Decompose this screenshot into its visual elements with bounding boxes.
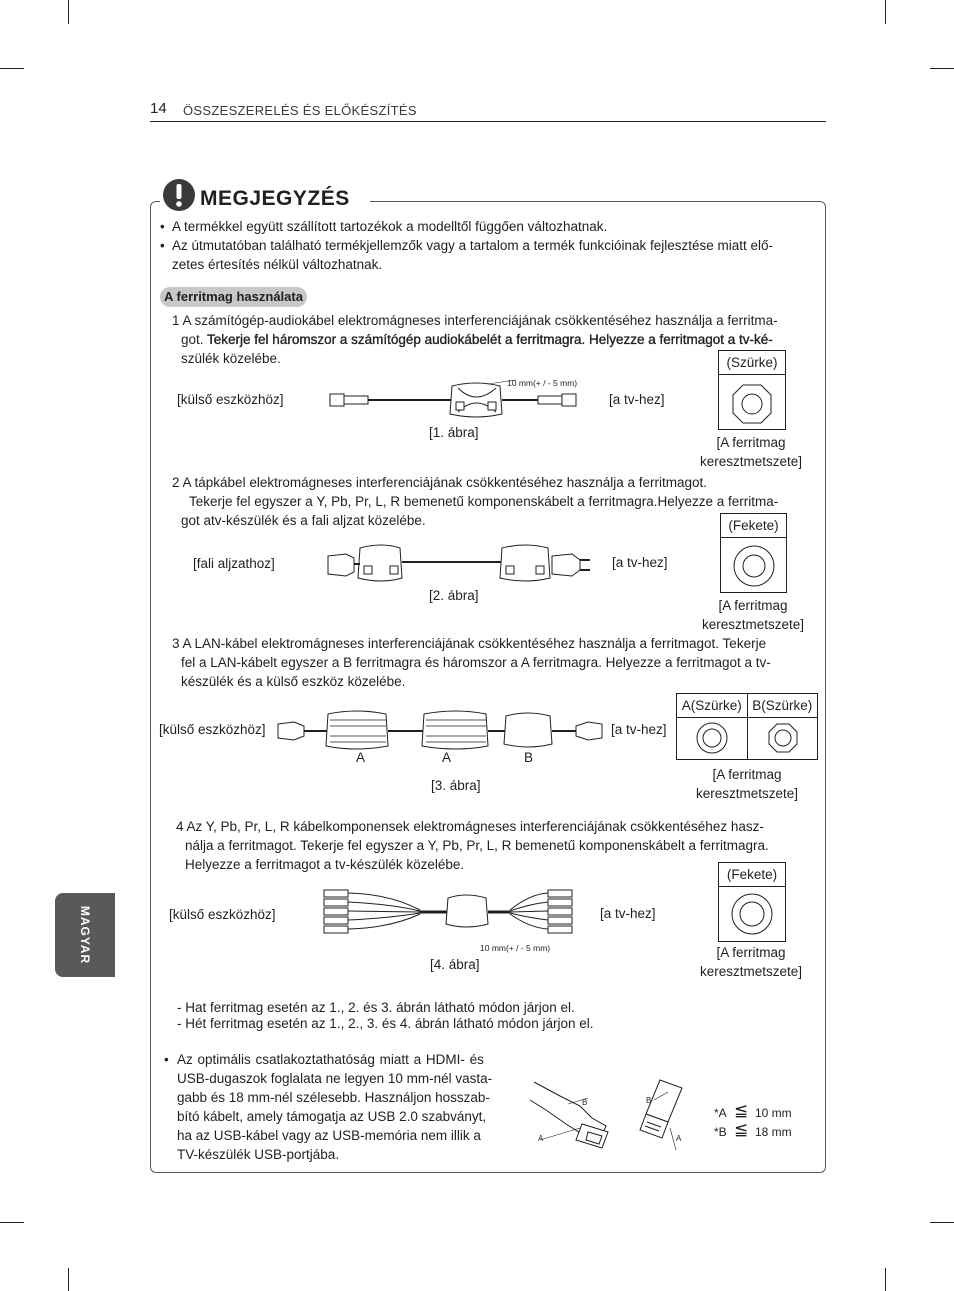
step3-color-a-label: A(Szürke)	[677, 694, 748, 717]
step3-left-label: [külső eszközhöz]	[159, 722, 266, 737]
step2-left-label: [fali aljzathoz]	[193, 556, 275, 571]
step1-cross-section-caption-1: [A ferritmag	[716, 435, 786, 450]
step3-mark-a2: A	[442, 750, 452, 765]
step3-line2: fel a LAN-kábelt egyszer a B ferritmagra és háromszor a A ferritmagra. Helyezze a ferritmagot a tv-	[181, 655, 771, 670]
step3-line1: 3 A LAN-kábel elektromágneses interferenciájának csökkentéséhez használja a ferritmagot. Tekerje	[172, 636, 767, 651]
bullet-item: •	[160, 219, 165, 234]
power-cable-ferrite-illustration	[326, 540, 596, 590]
step4-figure-caption: [4. ábra]	[430, 957, 480, 972]
step3-mark-a1: A	[356, 750, 366, 765]
step2-right-label: [a tv-hez]	[612, 555, 668, 570]
crop-mark	[0, 68, 24, 69]
crop-mark	[885, 0, 886, 24]
language-tab-label: MAGYAR	[78, 905, 92, 965]
step2-cross-section-box	[720, 513, 787, 593]
step4-cross-section-caption-2: keresztmetszete]	[699, 964, 803, 979]
step2-line1: 2 A tápkábel elektromágneses interferenciájának csökkentéséhez használja a ferritmagot.	[172, 475, 708, 490]
step4-dimension: 10 mm(+ / - 5 mm)	[480, 943, 551, 953]
step3-line3: készülék és a külső eszköz közelébe.	[181, 674, 406, 689]
step2-line2: Tekerje fel egyszer a Y, Pb, Pr, L, R bemenetű komponenskábelt a ferritmagra.Helyezze a ferritma-	[189, 494, 779, 509]
ferrite-heading-badge: A ferritmag használata	[160, 287, 307, 307]
ferrite-b-cross-section-icon	[748, 717, 818, 759]
step4-right-label: [a tv-hez]	[600, 906, 656, 921]
step3-color-b-label: B(Szürke)	[752, 698, 813, 713]
crop-mark	[930, 68, 954, 69]
step1-left-label: [külső eszközhöz]	[177, 392, 284, 407]
dim-a-label: *A	[714, 1106, 727, 1120]
usb-note-line-3: gabb és 18 mm-nél szélesebb. Használjon hosszab-	[177, 1090, 490, 1105]
ferrite-a-cross-section-icon	[677, 717, 747, 759]
dim-a-value: 10 mm	[755, 1106, 792, 1120]
language-tab	[55, 893, 115, 977]
summary-line-1: - Hat ferritmag esetén az 1., 2. és 3. ábrán látható módon járjon el.	[177, 1000, 575, 1015]
step1-cross-section-caption-2: keresztmetszete]	[699, 454, 803, 469]
step3-cross-section-box	[676, 693, 818, 760]
step1-line1: 1 A számítógép-audiokábel elektromágneses interferenciájának csökkentéséhez használja a ferritma-	[172, 313, 778, 328]
lan-cable-ferrite-illustration	[276, 706, 606, 756]
gray-ferrite-cross-section-icon	[719, 374, 785, 430]
crop-mark	[885, 1268, 886, 1291]
step3-figure-caption: [3. ábra]	[431, 778, 481, 793]
usb-note-line-6: TV-készülék USB-portjába.	[177, 1147, 340, 1162]
step2-cross-section-caption-2: keresztmetszete]	[701, 617, 805, 632]
step4-line3: Helyezze a ferritmagot a tv-készülék közelébe.	[185, 857, 465, 872]
step1-figure-caption: [1. ábra]	[429, 425, 479, 440]
dim-b-label: *B	[714, 1125, 727, 1139]
exclamation-icon	[162, 178, 196, 212]
step4-color-label: (Fekete)	[719, 863, 785, 887]
step3-right-label: [a tv-hez]	[611, 722, 667, 737]
step4-cross-section-box	[718, 862, 786, 942]
component-cable-ferrite-illustration	[320, 884, 580, 944]
section-title: ÖSSZESZERELÉS ÉS ELŐKÉSZÍTÉS	[183, 103, 417, 118]
crop-mark	[68, 1268, 69, 1291]
step3-color-row	[677, 694, 817, 718]
step4-line2: nálja a ferritmagot. Tekerje fel egyszer a Y, Pb, Pr, L, R bemenetű komponenskábelt a ferritmagra.	[185, 838, 769, 853]
step1-cross-section-box	[718, 350, 786, 430]
step1-line2-normal: got.	[181, 332, 208, 347]
step3-cross-section-caption-1: [A ferritmag	[712, 767, 782, 782]
less-equal-icon: ≦	[734, 1120, 749, 1139]
hdmi-dim-b-letter: B	[582, 1098, 588, 1107]
bullet-text: A termékkel együtt szállított tartozékok a modelltől függően változhatnak.	[172, 219, 608, 234]
black-ferrite-cross-section-icon	[721, 537, 786, 593]
step1-line2	[181, 330, 773, 349]
step4-left-label: [külső eszközhöz]	[169, 907, 276, 922]
step1-line2-bold: Tekerje fel háromszor a számítógép audiokábelét a ferritmagra. Helyezze a ferritmagot a tv-ké-	[207, 332, 773, 347]
less-equal-icon: ≦	[734, 1101, 749, 1120]
black-ferrite-cross-section-icon	[719, 886, 785, 942]
bullet-text: Az útmutatóban található termékjellemzők vagy a tartalom a termék funkcióinak fejlesztése miatt elő-	[172, 238, 774, 253]
step2-line3: got atv-készülék és a fali aljzat közelébe.	[181, 513, 426, 528]
step1-dimension: 10 mm(+ / - 5 mm)	[507, 378, 578, 388]
dim-b-value: 18 mm	[755, 1125, 792, 1139]
usb-note-line-2: USB-dugaszok foglalata ne legyen 10 mm-nél vasta-	[177, 1071, 493, 1086]
step4-cross-section-caption-1: [A ferritmag	[716, 945, 786, 960]
audio-cable-ferrite-illustration	[326, 376, 586, 426]
step1-color-label: (Szürke)	[719, 351, 785, 375]
page-header	[150, 100, 826, 122]
step2-figure-caption: [2. ábra]	[429, 588, 479, 603]
step1-line3: szülék közelébe.	[181, 351, 281, 366]
usb-note-line-1: Az optimális csatlakoztathatóság miatt a HDMI- és	[177, 1052, 484, 1067]
bullet-item: •	[164, 1052, 169, 1067]
crop-mark	[0, 1222, 24, 1223]
bullet-text: zetes értesítés nélkül változhatnak.	[172, 257, 383, 272]
step1-right-label: [a tv-hez]	[609, 392, 665, 407]
summary-line-2: - Hét ferritmag esetén az 1., 2., 3. és 4. ábrán látható módon járjon el.	[177, 1016, 594, 1031]
usb-note-line-5: ha az USB-kábel vagy az USB-memória nem illik a	[177, 1128, 481, 1143]
step4-line1: 4 Az Y, Pb, Pr, L, R kábelkomponensek elektromágneses interferenciájának csökkentéséhez hasz-	[176, 819, 764, 834]
crop-mark	[930, 1222, 954, 1223]
usb-note-line-4: bító kábelt, amely támogatja az USB 2.0 szabványt,	[177, 1109, 487, 1124]
crop-mark	[68, 0, 69, 24]
step3-mark-b: B	[524, 750, 534, 765]
note-title: MEGJEGYZÉS	[200, 187, 350, 210]
page-number: 14	[150, 100, 167, 117]
bullet-item: •	[160, 238, 165, 253]
usb-dim-b-letter: B	[646, 1096, 652, 1105]
step2-cross-section-caption-1: [A ferritmag	[718, 598, 788, 613]
usb-dim-a-letter: A	[676, 1134, 682, 1143]
step3-cross-section-caption-2: keresztmetszete]	[695, 786, 799, 801]
hdmi-dim-a-letter: A	[538, 1134, 544, 1143]
step2-color-label: (Fekete)	[721, 514, 786, 538]
hdmi-plug-dimension-illustration	[530, 1074, 620, 1154]
